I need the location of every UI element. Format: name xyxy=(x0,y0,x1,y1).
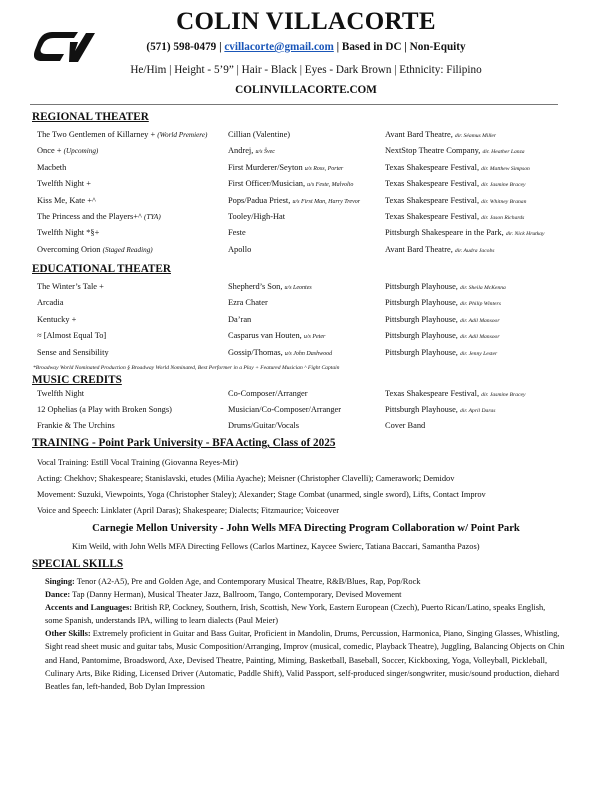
skill-text: British RP, Cockney, Southern, Irish, Scottish, New York, Eastern European (Czech), Puerto Rican/Latino, speaks English, some Spanish, understands IPA, willing to learn dialects (Paul Meier) xyxy=(45,603,546,626)
venue-name: Pittsburgh Shakespeare in the Park, xyxy=(385,228,506,238)
show-name: The Winter’s Tale + xyxy=(37,282,104,291)
role-name: Drums/Guitar/Vocals xyxy=(228,421,300,430)
venue-name: Pittsburgh Playhouse, xyxy=(385,347,460,357)
show-title xyxy=(37,298,64,307)
credit-row xyxy=(0,228,612,242)
venue-name: Pittsburgh Playhouse, xyxy=(385,298,460,308)
show-name: ≈ [Almost Equal To] xyxy=(37,331,107,341)
credit-row xyxy=(0,348,612,362)
location: Based in DC xyxy=(341,41,402,53)
header-divider xyxy=(30,104,558,105)
venue-name: Avant Bard Theatre, xyxy=(385,244,455,254)
show-title xyxy=(37,348,109,357)
role-name: Pops/Padua Priest, xyxy=(228,195,293,205)
venue-name: Texas Shakespeare Festival, xyxy=(385,179,482,189)
credit-row xyxy=(0,130,612,144)
role-name: Feste xyxy=(228,228,246,238)
show-title xyxy=(37,389,84,398)
skill-item xyxy=(45,601,565,627)
venue xyxy=(385,389,525,398)
venue-name: Texas Shakespeare Festival, xyxy=(385,162,482,172)
role xyxy=(228,405,341,414)
show-name: Twelfth Night + xyxy=(37,179,91,189)
understudy-note: u/s Peter xyxy=(303,334,326,341)
show-name: Frankie & The Urchins xyxy=(37,421,115,430)
applicant-name: COLIN VILLACORTE xyxy=(176,8,436,35)
understudy-note: u/s John Dashwood xyxy=(284,350,333,357)
show-name: Once + xyxy=(37,146,64,156)
show-title xyxy=(37,315,76,324)
training-title: TRAINING xyxy=(32,437,90,449)
understudy-note: u/s First Man, Harry Trevor xyxy=(292,198,361,205)
venue-name: Pittsburgh Playhouse, xyxy=(385,282,460,291)
role-name: Musician/Co-Composer/Arranger xyxy=(228,405,342,414)
role xyxy=(228,331,325,340)
role-name: Andrej, xyxy=(228,146,256,156)
venue xyxy=(385,282,506,291)
venue xyxy=(385,245,494,254)
venue xyxy=(385,405,496,414)
credit-row xyxy=(0,163,612,177)
show-name: Twelfth Night *§+ xyxy=(37,228,100,238)
role xyxy=(228,228,246,237)
venue xyxy=(385,298,501,307)
show-title xyxy=(37,421,115,430)
show-title xyxy=(37,331,106,340)
role-name: Cillian (Valentine) xyxy=(228,130,291,139)
show-title xyxy=(37,245,153,254)
venue-name: Texas Shakespeare Festival, xyxy=(385,389,482,398)
contact-line xyxy=(0,41,612,53)
understudy-note: u/s Feste, Malvolio xyxy=(307,182,354,189)
show-title xyxy=(37,212,161,221)
venue xyxy=(385,146,525,155)
separator: | xyxy=(216,41,225,53)
credit-row xyxy=(0,179,612,193)
role xyxy=(228,315,251,324)
music-credits-heading: MUSIC CREDITS xyxy=(32,374,122,386)
credit-row xyxy=(0,146,612,160)
venue xyxy=(385,163,530,172)
skill-label: Dance: xyxy=(45,590,71,600)
role xyxy=(228,389,308,398)
director: dir. Whitney Branan xyxy=(481,198,527,205)
role-name: Apollo xyxy=(228,244,252,254)
director: dir. Adil Mansoor xyxy=(460,317,500,324)
venue xyxy=(385,196,526,205)
director: dir. Jasmine Bracey xyxy=(481,182,526,189)
director: dir. Philip Winters xyxy=(460,301,501,308)
separator: | xyxy=(333,41,342,53)
skill-item xyxy=(45,588,565,601)
role xyxy=(228,212,285,221)
show-name: Kiss Me, Kate +^ xyxy=(37,195,96,205)
role xyxy=(228,179,353,188)
credit-row xyxy=(0,421,612,435)
training-line: Voice and Speech: Linklater (April Daras); Shakespeare; Dialects; Fitzmaurice; Voiceover xyxy=(37,506,340,515)
venue-name: Pittsburgh Playhouse, xyxy=(385,314,460,324)
director: dir. Séamus Miller xyxy=(454,133,497,139)
role-name: Casparus van Houten, xyxy=(228,331,304,341)
skill-label: Accents and Languages: xyxy=(45,603,133,613)
venue xyxy=(385,212,524,221)
role xyxy=(228,298,268,307)
website-link[interactable]: COLINVILLACORTE.COM xyxy=(235,84,377,96)
show-title xyxy=(37,163,66,172)
credit-row xyxy=(0,331,612,345)
venue xyxy=(385,348,497,357)
show-name: Twelfth Night xyxy=(37,389,85,398)
phone-number: (571) 598-0479 xyxy=(146,41,217,53)
venue xyxy=(385,130,496,139)
role-name: Gossip/Thomas, xyxy=(228,347,285,357)
director: dir. Heather Lanza xyxy=(482,149,525,156)
role xyxy=(228,146,275,155)
skill-text: Tenor (A2-A5), Pre and Golden Age, and Contemporary Musical Theatre, R&B/Blues, Rap, Pop/Rock xyxy=(74,577,421,586)
director: dir. Jason Richards xyxy=(481,215,525,221)
skill-text: Extremely proficient in Guitar and Bass Guitar, Proficient in Mandolin, Drums, Percussion, Harmonica, Piano, Singing Glasses, Whistling, Sight read sheet music and guitar tabs, Music Composition/Arranging, Improv (musical, comedic, Playback Theatre), Juggling, Balancing Objects on Chin and Hand, Pantomime, Broadsword, Axe, Devised Theatre, Painting, Miming, Basketball, Baseball, Soccer, Kickboxing, Yoga, Volleyball, Pickleball, Culinary Arts, Bike Riding, Licensed Driver (Automatic, Paddle Shift), Valid Passport, self-produced singer/songwriter, music/sound production, diehard Beatles fan, left-handed, Bob Dylan Impression xyxy=(45,629,565,691)
venue-name: Pittsburgh Playhouse, xyxy=(385,405,460,414)
show-name: Macbeth xyxy=(37,162,67,172)
show-name: The Princess and the Players+^ xyxy=(37,212,145,221)
venue-name: Texas Shakespeare Festival, xyxy=(385,195,482,205)
training-line: Acting: Chekhov; Shakespeare; Stanislavski, etudes (Milia Ayache); Meisner (Christopher Clavelli); Camerawork; Demidov xyxy=(37,474,455,483)
union-status: Non-Equity xyxy=(409,41,466,53)
show-title xyxy=(37,179,91,188)
understudy-note: u/s Švec xyxy=(255,149,275,156)
role-name: Da’ran xyxy=(228,314,252,324)
director: dir. Nick Hrutkay xyxy=(505,231,545,238)
director: dir. Adil Mansoor xyxy=(460,334,500,341)
role xyxy=(228,282,312,291)
director: dir. Matthew Simpson xyxy=(481,165,530,172)
show-name: Arcadia xyxy=(37,298,64,308)
role-name: First Murderer/Seyton xyxy=(228,162,305,172)
special-skills-heading: SPECIAL SKILLS xyxy=(32,558,124,570)
director: dir. Jasmine Bracey xyxy=(481,392,526,398)
training-line: Vocal Training: Estill Vocal Training (Giovanna Reyes-Mir) xyxy=(37,458,238,467)
separator: | xyxy=(401,41,410,53)
role-name: Tooley/High-Hat xyxy=(228,212,286,221)
venue-name: Cover Band xyxy=(385,421,426,430)
venue xyxy=(385,228,545,237)
role xyxy=(228,196,360,205)
director: dir. April Daras xyxy=(460,408,496,414)
show-note: (TYA) xyxy=(144,213,161,221)
venue-name: Pittsburgh Playhouse, xyxy=(385,331,460,341)
cmu-collaboration-title: Carnegie Mellon University - John Wells MFA Directing Program Collaboration w/ Point Park xyxy=(92,523,520,534)
director: dir. Jenny Lester xyxy=(460,350,498,357)
role xyxy=(228,421,299,430)
training-subtitle: - Point Park University - BFA Acting, Class of 2025 xyxy=(89,437,336,449)
show-title xyxy=(37,146,98,155)
skill-text: Tap (Danny Herman), Musical Theater Jazz, Ballroom, Tango, Contemporary, Devised Movement xyxy=(70,590,402,600)
credit-row xyxy=(0,315,612,329)
skill-label: Other Skills: xyxy=(45,629,91,639)
venue xyxy=(385,421,425,430)
educational-theater-heading: EDUCATIONAL THEATER xyxy=(32,263,171,275)
show-name: Kentucky + xyxy=(37,314,77,324)
director: dir. Sheila McKenna xyxy=(460,285,506,291)
venue xyxy=(385,179,525,188)
role-name: Shepherd’s Son, xyxy=(228,282,285,291)
show-title xyxy=(37,282,104,291)
venue xyxy=(385,331,500,340)
show-title xyxy=(37,405,172,414)
credit-row xyxy=(0,282,612,296)
skill-item xyxy=(45,627,565,692)
show-title xyxy=(37,196,96,205)
venue-name: Avant Bard Theatre, xyxy=(385,130,455,139)
training-heading xyxy=(32,437,335,449)
role xyxy=(228,348,332,357)
skill-label: Singing: xyxy=(45,577,75,586)
credit-row xyxy=(0,245,612,259)
credit-row xyxy=(0,389,612,403)
role-name: First Officer/Musician, xyxy=(228,179,308,189)
understudy-note: u/s Leontes xyxy=(284,285,312,291)
personal-details: He/Him | Height - 5’9” | Hair - Black | Eyes - Dark Brown | Ethnicity: Filipino xyxy=(130,64,482,76)
email-link[interactable]: cvillacorte@gmail.com xyxy=(224,41,334,53)
role xyxy=(228,163,343,172)
show-name: Overcoming Orion xyxy=(37,244,103,254)
skill-item xyxy=(45,575,565,588)
credit-row xyxy=(0,196,612,210)
credit-row xyxy=(0,298,612,312)
credit-row xyxy=(0,405,612,419)
show-note: (Upcoming) xyxy=(63,147,99,156)
show-note: (Staged Reading) xyxy=(102,245,153,254)
show-name: The Two Gentlemen of Killarney + xyxy=(37,130,158,139)
credit-row xyxy=(0,212,612,226)
role xyxy=(228,245,251,254)
show-title xyxy=(37,130,207,139)
show-name: Sense and Sensibility xyxy=(37,347,109,357)
show-name: 12 Ophelias (a Play with Broken Songs) xyxy=(37,405,172,414)
regional-theater-heading: REGIONAL THEATER xyxy=(32,111,149,123)
credits-legend: *Broadway World Nominated Production § Broadway World Nominated, Best Performer in a Play + Featured Musician ^ Fight Captain xyxy=(33,365,340,371)
show-title xyxy=(37,228,99,237)
special-skills-list xyxy=(45,575,565,693)
venue-name: Texas Shakespeare Festival, xyxy=(385,212,482,221)
director: dir. Audra Jacobs xyxy=(454,247,495,254)
role-name: Ezra Chater xyxy=(228,298,268,308)
role-name: Co-Composer/Arranger xyxy=(228,389,308,398)
venue xyxy=(385,315,500,324)
venue-name: NextStop Theatre Company, xyxy=(385,146,483,156)
show-note: (World Premiere) xyxy=(157,131,208,139)
training-line: Movement: Suzuki, Viewpoints, Yoga (Christopher Staley); Alexander; Stage Combat (unarmed, single sword), Lifts, Contact Improv xyxy=(37,490,486,499)
role xyxy=(228,130,290,139)
understudy-note: u/s Ross, Porter xyxy=(304,165,344,172)
cmu-collaboration-detail: Kim Weild, with John Wells MFA Directing Fellows (Carlos Martinez, Kaycee Swierc, Tatiana Baccari, Samantha Pazos) xyxy=(72,542,480,551)
